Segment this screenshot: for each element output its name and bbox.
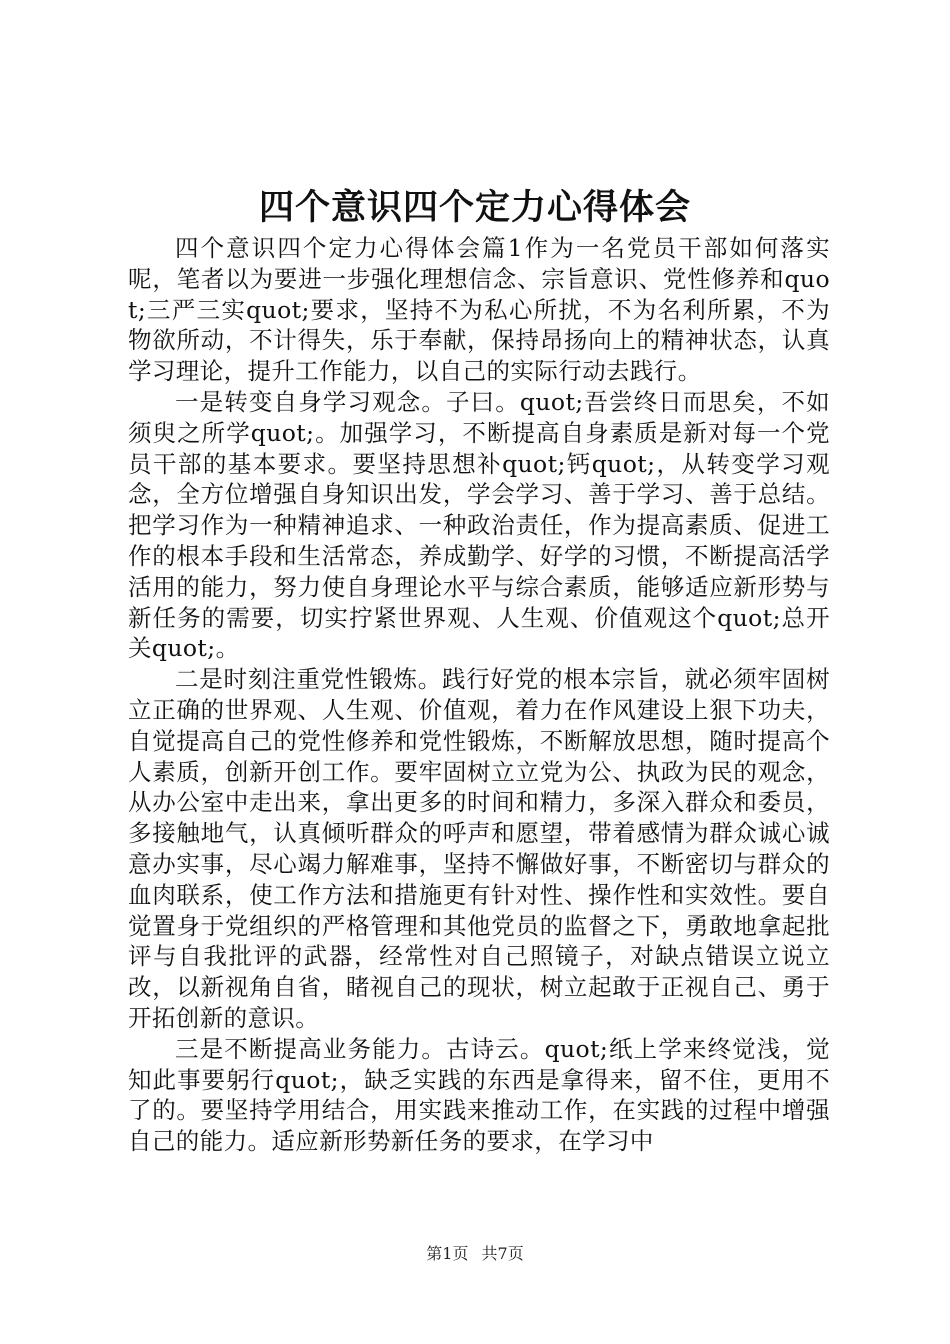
document-body xyxy=(128,233,830,1157)
paragraph-intro: 四个意识四个定力心得体会篇1作为一名党员干部如何落实呢，笔者以为要进一步强化理想信念、宗旨意识、党性修养和quot;三严三实quot;要求，坚持不为私心所扰，不为名利所累，不为物欲所动，不计得失，乐于奉献，保持昂扬向上的精神状态，认真学习理论，提升工作能力，以自己的实际行动去践行。 xyxy=(128,234,830,386)
page-total: 共7页 xyxy=(481,1244,524,1263)
page-footer xyxy=(0,1244,950,1264)
paragraph-point-two: 二是时刻注重党性锻炼。践行好党的根本宗旨，就必须牢固树立正确的世界观、人生观、价值观，着力在作风建设上狠下功夫，自觉提高自己的党性修养和党性锻炼，不断解放思想，随时提高个人素质，创新开创工作。要牢固树立立党为公、执政为民的观念，从办公室中走出来，拿出更多的时间和精力，多深入群众和委员，多接触地气，认真倾听群众的呼声和愿望，带着感情为群众诚心诚意办实事，尽心竭力解难事，坚持不懈做好事，不断密切与群众的血肉联系，使工作方法和措施更有针对性、操作性和实效性。要自觉置身于党组织的严格管理和其他党员的监督之下，勇敢地拿起批评与自我批评的武器，经常性对自己照镜子，对缺点错误立说立改，以新视角自省，睹视自己的现状，树立起敢于正视自己、勇于开拓创新的意识。 xyxy=(128,665,830,1032)
page-number: 第1页 xyxy=(426,1244,469,1263)
paragraph-point-one: 一是转变自身学习观念。子曰。quot;吾尝终日而思矣，不如须臾之所学quot;。加强学习，不断提高自身素质是新对每一个党员干部的基本要求。要坚持思想补quot;钙quot;，从转变学习观念，全方位增强自身知识出发，学会学习、善于学习、善于总结。把学习作为一种精神追求、一种政治责任，作为提高素质、促进工作的根本手段和生活常态，养成勤学、好学的习惯，不断提高活学活用的能力，努力使自身理论水平与综合素质，能够适应新形势与新任务的需要，切实拧紧世界观、人生观、价值观这个quot;总开关quot;。 xyxy=(128,387,830,663)
paragraph-point-three: 三是不断提高业务能力。古诗云。quot;纸上学来终觉浅，觉知此事要躬行quot;，缺乏实践的东西是拿得来，留不住，更用不了的。要坚持学用结合，用实践来推动工作，在实践的过程中增强自己的能力。适应新形势新任务的要求，在学习中 xyxy=(128,1034,830,1156)
document-title: 四个意识四个定力心得体会 xyxy=(258,187,691,228)
